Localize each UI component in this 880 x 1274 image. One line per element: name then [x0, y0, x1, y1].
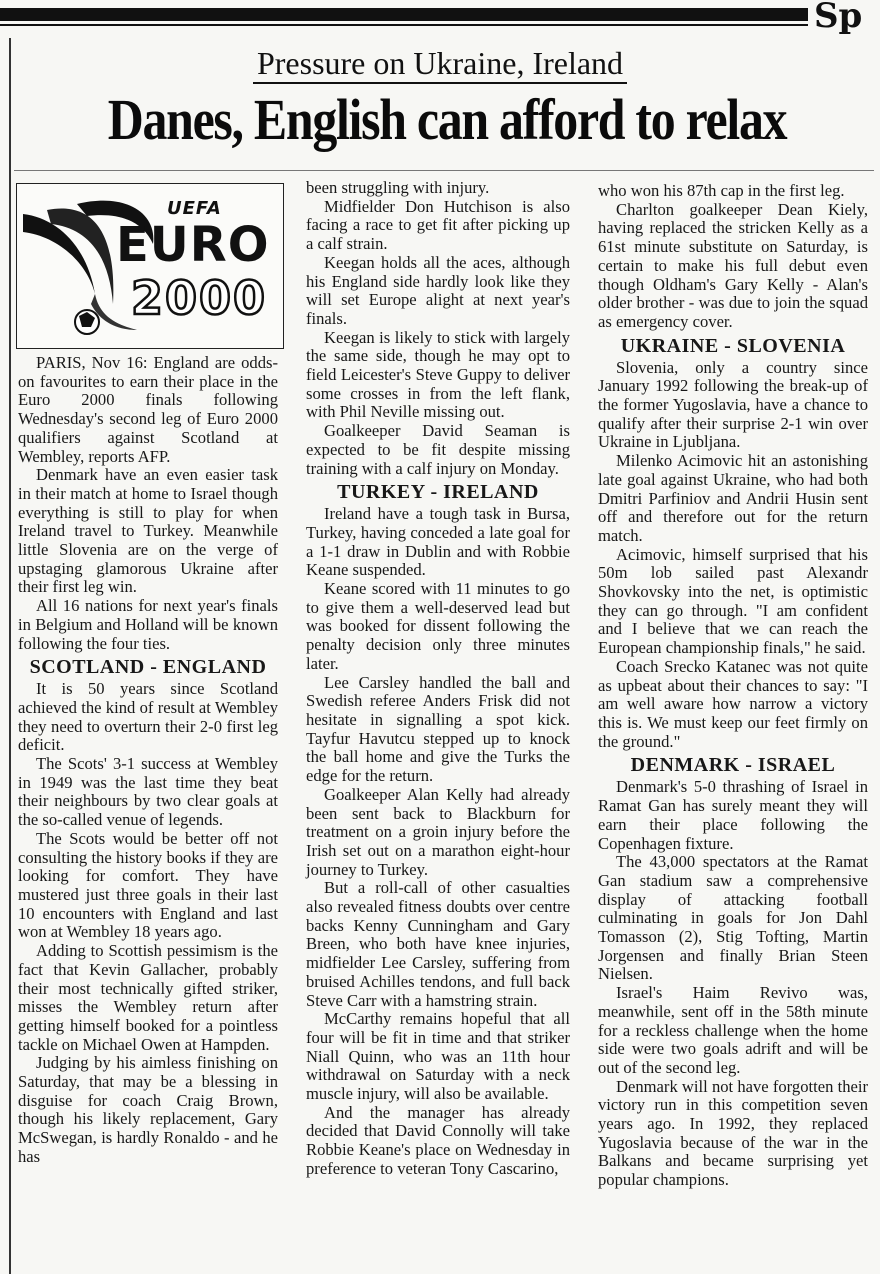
paragraph: Slovenia, only a country since January 1992 following the break-up of the former Yugoslavia, have a chance to qualify after their surprise 2-1 win over Ukraine in Ljubljana.: [598, 357, 868, 452]
paragraph: Acimovic, himself surprised that his 50m lob sailed past Alexandr Shovkovsky into the net, is optimistic they can go through. "I am confident and I believe that we can reach the European championship finals," he said.: [598, 544, 868, 658]
paragraph: Goalkeeper Alan Kelly had already been sent back to Blackburn for treatment on a groin injury before the Irish set out on a marathon eight-hour journey to Turkey.: [306, 784, 570, 879]
logo-year-text: 2000: [131, 271, 268, 325]
paragraph: The Scots would be better off not consulting the history books if they are looking for comfort. They have mustered just three goals in their last 10 encounters with England and last won at Wembley 18 years ago.: [18, 828, 278, 942]
headline: Danes, English can afford to relax: [107, 87, 787, 152]
subhead-scotland-england: SCOTLAND - ENGLAND: [29, 656, 267, 679]
paragraph: Keane scored with 11 minutes to go to give them a well-deserved lead but was booked for dissent following the penalty decision only three minutes later.: [306, 579, 570, 673]
paragraph: who won his 87th cap in the first leg.: [598, 181, 845, 200]
paragraph: Denmark have an even easier task in their match at home to Israel though everything is still to play for when Ireland travel to Turkey. Meanwhile little Slovenia are on the verge of upstaging glamorous Ukraine after their first leg win.: [18, 465, 278, 597]
paragraph: It is 50 years since Scotland achieved the kind of result at Wembley they need to overturn their 2-0 first leg deficit.: [18, 679, 278, 755]
paragraph: But a roll-call of other casualties also revealed fitness doubts over centre backs Kenny Cunningham and Gary Breen, who both have knee injuries, midfielder Lee Carsley, suffering from bruised Achilles tendons, and full back Steve Carr with a hamstring strain.: [306, 878, 570, 1010]
paragraph: All 16 nations for next year's finals in Belgium and Holland will be known following the four ties.: [18, 596, 278, 653]
kicker-text: Pressure on Ukraine, Ireland: [253, 45, 627, 84]
kicker: [0, 45, 880, 82]
masthead-rule-thin: [0, 24, 808, 26]
subhead-denmark-israel: DENMARK - ISRAEL: [630, 754, 836, 777]
article-column-3: [598, 182, 868, 1190]
paragraph: Charlton goalkeeper Dean Kiely, having replaced the stricken Kelly as a 61st minute substitute on Saturday, is certain to make his full debut even though Oldham's Gary Kelly - Alan's older brother - was due to join the squad as emergency cover.: [598, 199, 868, 331]
masthead-rule-thick: [0, 8, 808, 21]
paragraph: been struggling with injury.: [306, 178, 490, 197]
paragraph: Israel's Haim Revivo was, meanwhile, sent off in the 58th minute for a reckless challenge when the home side were two goals adrift and will be out of the second leg.: [598, 983, 868, 1077]
column-rule: [9, 38, 11, 1274]
paragraph: Denmark will not have forgotten their victory run in this competition seven years ago. In 1992, they replaced Yugoslavia because of the war in the Balkans and became surprising yet popular champions.: [598, 1076, 868, 1190]
paragraph: The Scots' 3-1 success at Wembley in 1949 was the last time they beat their neighbours by two clear goals at the so-called venue of legends.: [18, 754, 278, 830]
article-column-1: [18, 354, 278, 1167]
paragraph: Denmark's 5-0 thrashing of Israel in Ramat Gan has surely meant they will earn their place following the Copenhagen fixture.: [598, 777, 868, 853]
subhead-ukraine-slovenia: UKRAINE - SLOVENIA: [620, 334, 846, 357]
paragraph: Coach Srecko Katanec was not quite as upbeat about their chances to say: "I am well aware how narrow a victory this is. We must keep our feet firmly on the ground.": [598, 656, 868, 751]
paragraph: The 43,000 spectators at the Ramat Gan stadium saw a comprehensive display of attacking football culminating in goals for Jon Dahl Tomasson (2), Stig Tofting, Martin Jorgensen and finally Brian Steen Nielsen.: [598, 852, 868, 984]
paragraph: Goalkeeper David Seaman is expected to be fit despite missing training with a calf injury on Monday.: [306, 421, 570, 478]
paragraph: And the manager has already decided that David Connolly will take Robbie Keane's place on Wednesday in preference to veteran Tony Cascarino,: [306, 1102, 570, 1178]
article-column-2: [306, 179, 570, 1179]
paragraph: Judging by his aimless finishing on Saturday, that may be a blessing in disguise for coach Craig Brown, though his likely replacement, Gary McSwegan, is hardly Ronaldo - and he has: [18, 1053, 278, 1166]
logo-uefa-text: UEFA: [167, 198, 222, 219]
paragraph: Keegan is likely to stick with largely the same side, though he may opt to field Leicester's Steve Guppy to deliver some crosses in from the left flank, with Phil Neville missing out.: [306, 327, 570, 422]
paragraph: McCarthy remains hopeful that all four will be fit in time and that striker Niall Quinn, who was an 11th hour withdrawal on Saturday with a neck muscle injury, will also be available.: [306, 1009, 570, 1104]
paragraph: Lee Carsley handled the ball and Swedish referee Anders Frisk did not hesitate in signalling a spot kick. Tayfur Havutcu stepped up to knock the ball home and give the Turks the edge for the return.: [306, 672, 570, 786]
section-tag: Sp: [814, 0, 863, 36]
subhead-turkey-ireland: TURKEY - IRELAND: [337, 481, 539, 504]
logo-euro-text: EURO: [116, 217, 270, 273]
paragraph: Keegan holds all the aces, although his England side hardly look like they will set Europe alight at next year's finals.: [306, 252, 570, 328]
paragraph: Midfielder Don Hutchison is also facing a race to get fit after picking up a calf strain.: [306, 196, 570, 254]
paragraph: Milenko Acimovic hit an astonishing late goal against Ukraine, who had both Dmitri Parfiniov and Andrii Husin sent off and therefore out for the return match.: [598, 451, 868, 545]
headline-rule: [14, 170, 874, 171]
paragraph: Ireland have a tough task in Bursa, Turkey, having conceded a late goal for a 1-1 draw in Dublin and with Robbie Keane suspended.: [306, 504, 570, 580]
paragraph: PARIS, Nov 16: England are odds-on favourites to earn their place in the Euro 2000 finals following Wednesday's second leg of Euro 2000 qualifiers against Scotland at Wembley, reports AFP.: [18, 353, 278, 466]
euro-2000-logo: [16, 183, 284, 349]
paragraph: Adding to Scottish pessimism is the fact that Kevin Gallacher, probably their most technically gifted striker, misses the Wembley return after getting himself booked for a pointless tackle on Michael Owen at Hampden.: [18, 941, 278, 1054]
